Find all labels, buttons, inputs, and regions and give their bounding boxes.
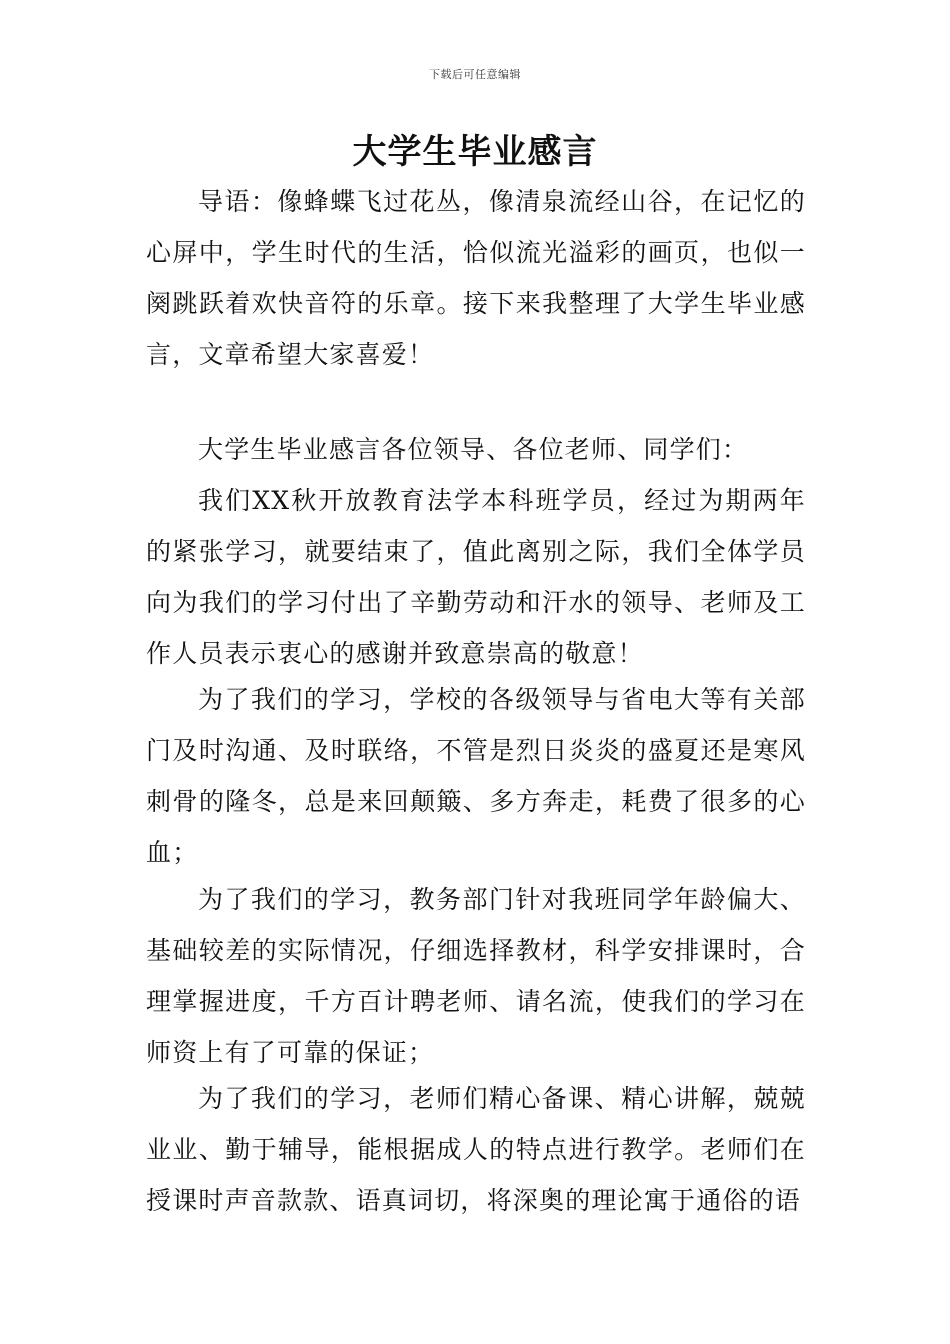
body-paragraph-3: 为了我们的学习，教务部门针对我班同学年龄偏大、基础较差的实际情况，仔细选择教材，科学安排课时，合理掌握进度，千方百计聘老师、请名流，使我们的学习在师资上有了可靠的保证；: [146, 885, 806, 1067]
header-note: 下载后可任意编辑: [429, 68, 521, 81]
body-paragraph-4: 为了我们的学习，老师们精心备课、精心讲解，兢兢业业、勤于辅导，能根据成人的特点进行教学。老师们在授课时声音款款、语真词切，将深奥的理论寓于通俗的语: [146, 1084, 806, 1215]
body-paragraph-1: 我们XX秋开放教育法学本科班学员，经过为期两年的紧张学习，就要结束了，值此离别之际，我们全体学员向为我们的学习付出了辛勤劳动和汗水的领导、老师及工作人员表示衷心的感谢并致意崇高的敬意！: [146, 486, 806, 668]
document-title: 大学生毕业感言: [352, 132, 598, 172]
body-paragraph-2: 为了我们的学习，学校的各级领导与省电大等有关部门及时沟通、及时联络，不管是烈日炎炎的盛夏还是寒风刺骨的隆冬，总是来回颠簸、多方奔走，耗费了很多的心血；: [146, 685, 806, 867]
salutation-paragraph: 大学生毕业感言各位领导、各位老师、同学们：: [198, 435, 749, 464]
intro-paragraph: 导语：像蜂蝶飞过花丛，像清泉流经山谷，在记忆的心屏中，学生时代的生活，恰似流光溢彩的画页，也似一阕跳跃着欢快音符的乐章。接下来我整理了大学生毕业感言，文章希望大家喜爱！: [146, 187, 806, 369]
